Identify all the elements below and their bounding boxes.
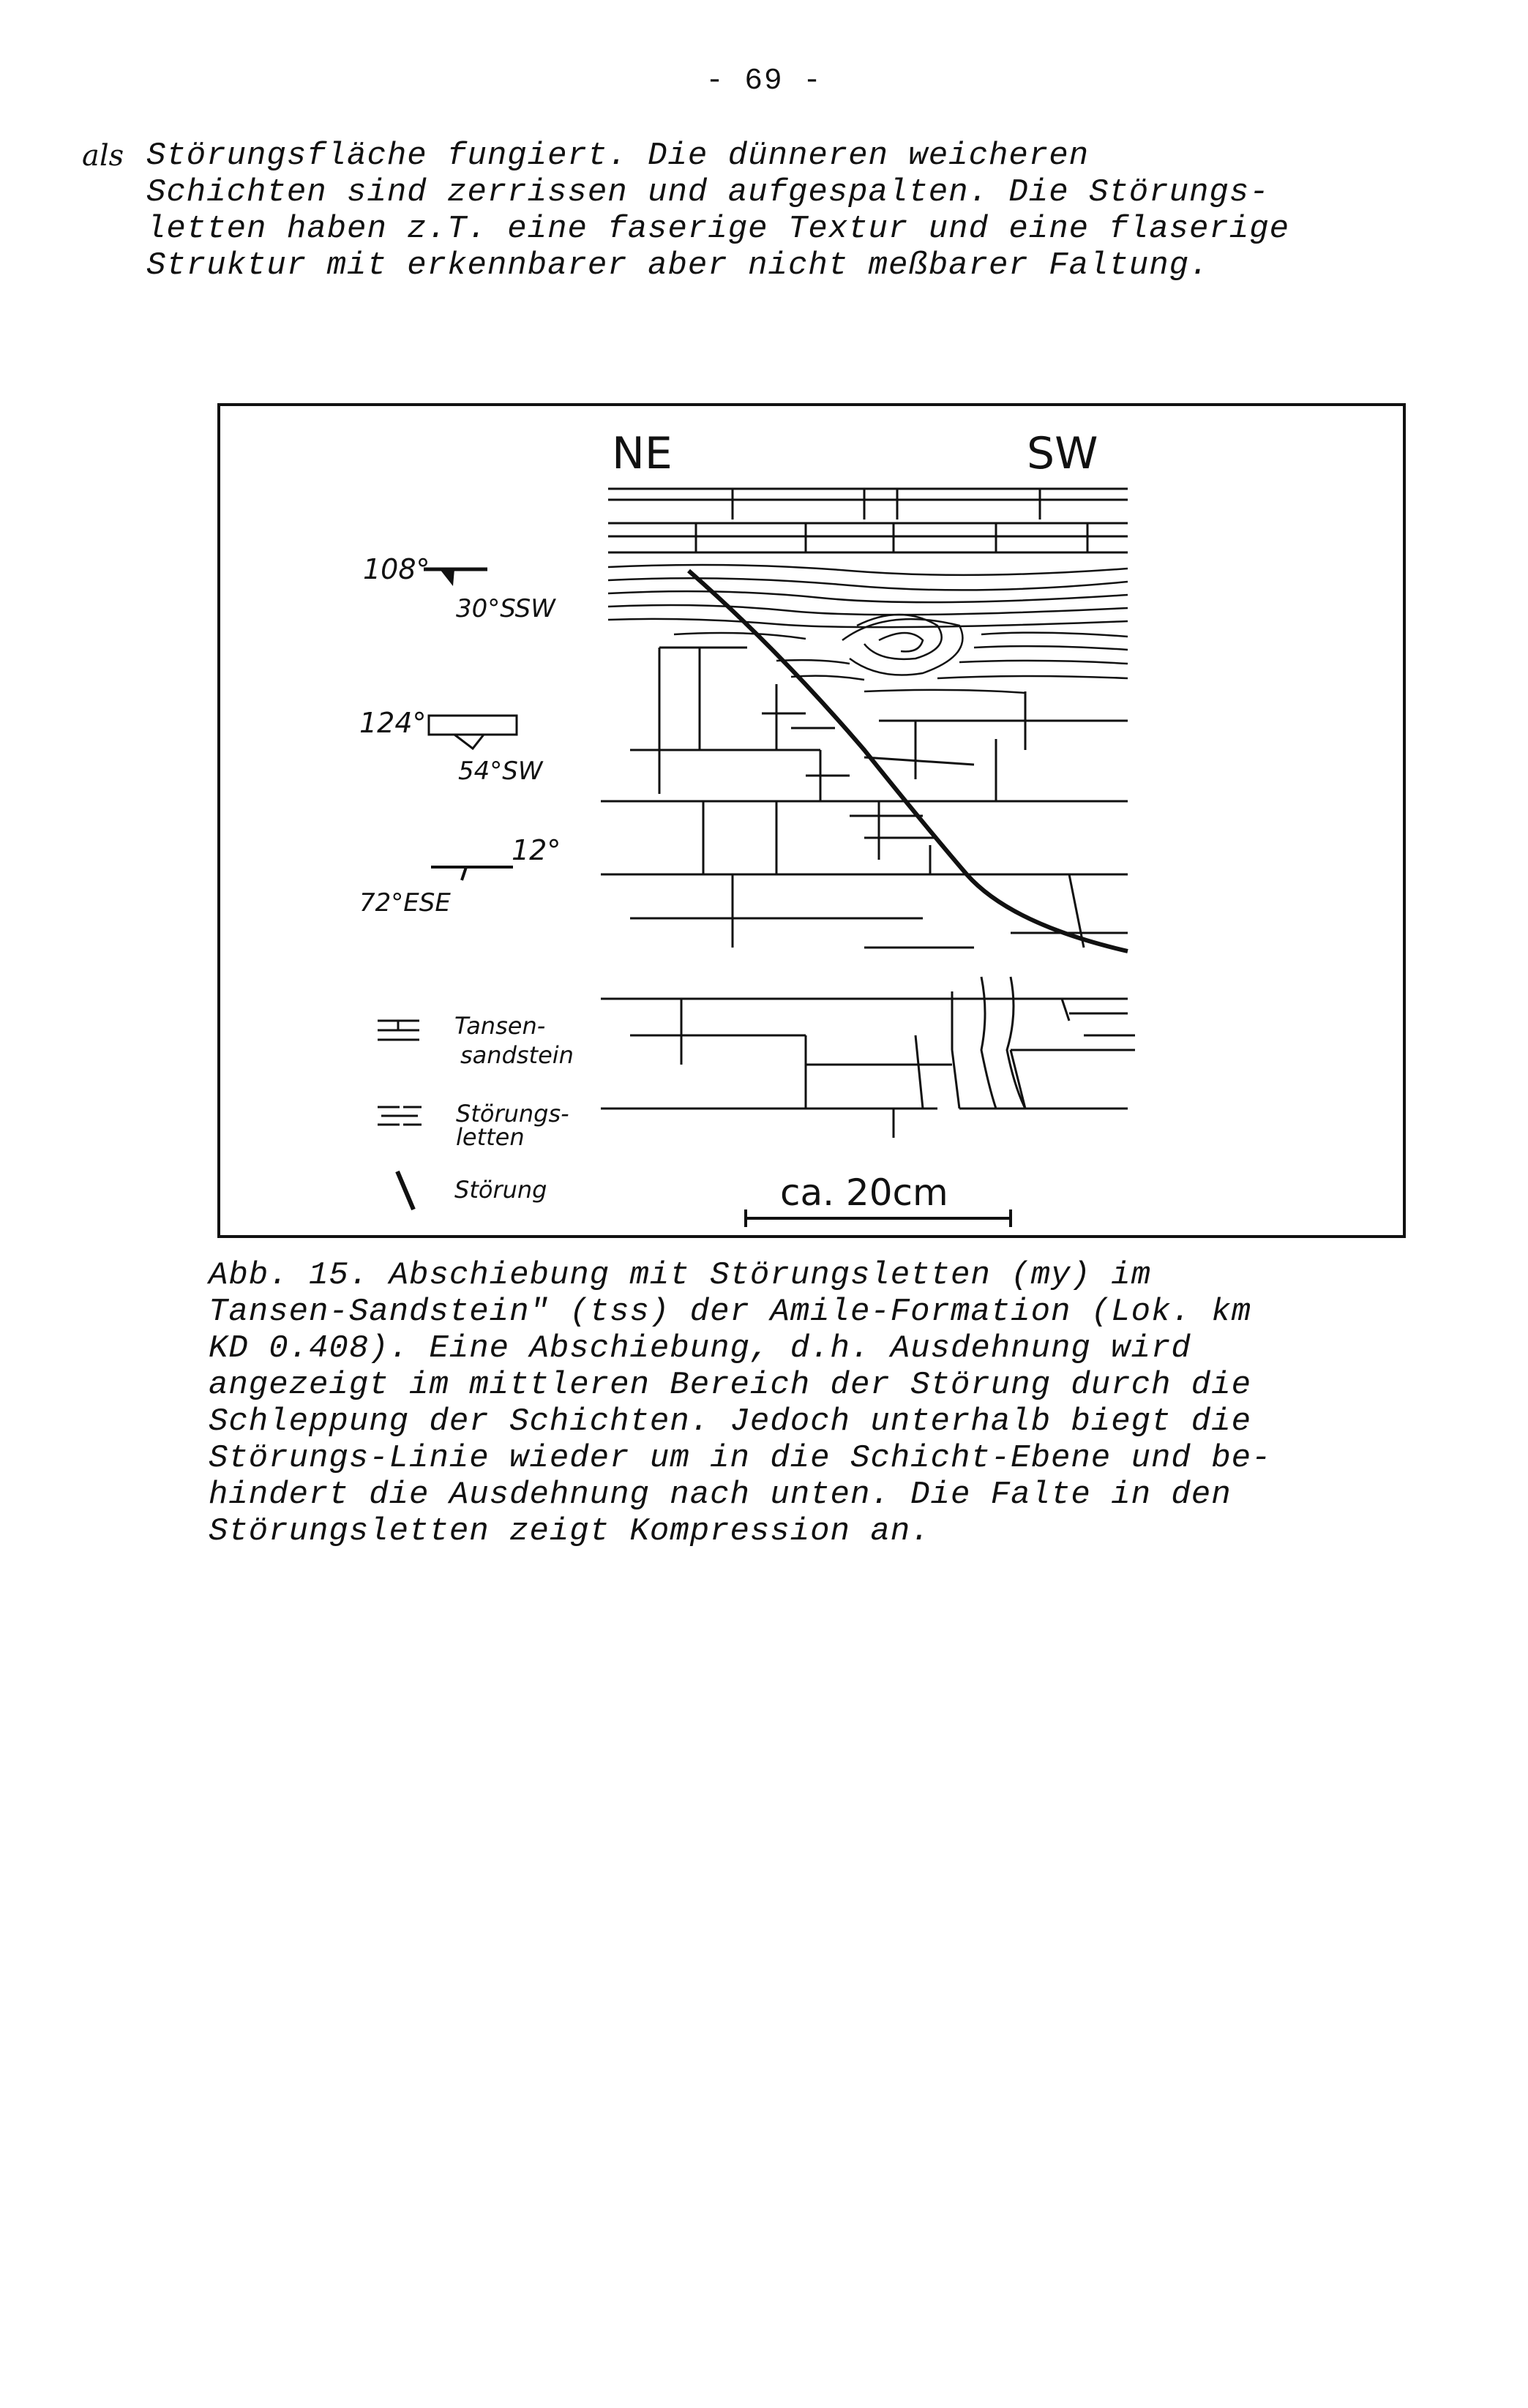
- legend-sandstone-label-2: sandstein: [460, 1041, 574, 1069]
- figure-15: [217, 403, 1406, 1238]
- legend-sandstone-icon: [378, 1021, 419, 1040]
- legend-fault-icon: [397, 1171, 413, 1209]
- legend-gouge-label-1: Störungs-: [456, 1100, 569, 1128]
- strike-124-label: 124°: [359, 707, 427, 739]
- direction-ne-label: NE: [612, 428, 673, 479]
- caption-line: KD 0.408). Eine Abschiebung, d.h. Ausdehnung wird: [209, 1330, 1191, 1367]
- direction-sw-label: SW: [1027, 428, 1098, 479]
- dip-tick-icon: [440, 569, 454, 586]
- legend-gouge-icon: [378, 1107, 422, 1125]
- dip-54-sw-label: 54°SW: [458, 757, 543, 786]
- dip-arrow-icon: [454, 735, 484, 749]
- fault-gouge-layers: [608, 565, 1128, 693]
- caption-line: Tansen-Sandstein" (tss) der Amile-Formation (Lok. km: [209, 1294, 1252, 1330]
- legend-gouge-label-2: letten: [456, 1123, 525, 1151]
- caption-line: angezeigt im mittleren Bereich der Störung durch die: [209, 1367, 1252, 1403]
- dip-tick-icon: [462, 867, 466, 880]
- orientation-symbol-1: [363, 553, 556, 623]
- intro-line: Schichten sind zerrissen und aufgespalten. Die Störungs-: [146, 174, 1270, 211]
- legend-fault-label: Störung: [454, 1176, 547, 1204]
- caption-line: Schleppung der Schichten. Jedoch unterhalb biegt die: [209, 1403, 1252, 1440]
- outcrop-sketch: [220, 406, 1403, 1235]
- legend-sandstone-label-1: Tansen-: [454, 1012, 546, 1040]
- sandstone-blocks: [601, 648, 1135, 1138]
- sandstone-beds: [608, 489, 1128, 552]
- plunge-symbol-icon: [429, 716, 517, 735]
- scale-bar: [746, 1171, 1011, 1227]
- dip-72-ese-label: 72°ESE: [359, 888, 451, 918]
- strike-12-label: 12°: [512, 834, 561, 866]
- page-number: - 69 -: [705, 64, 823, 98]
- caption-line: Störungs-Linie wieder um in die Schicht-Ebene und be-: [209, 1440, 1272, 1477]
- caption-line: Störungsletten zeigt Kompression an.: [209, 1513, 931, 1550]
- strike-108-label: 108°: [363, 553, 430, 585]
- orientation-symbol-2: [359, 707, 544, 786]
- caption-line: Abb. 15. Abschiebung mit Störungsletten (my) im: [209, 1257, 1152, 1294]
- intro-line: Störungsfläche fungiert. Die dünneren weicheren: [146, 138, 1090, 174]
- intro-paragraph: [82, 138, 1434, 284]
- dip-30-ssw-label: 30°SSW: [456, 594, 555, 623]
- handwritten-prefix: als: [82, 139, 124, 173]
- legend: [378, 1012, 574, 1209]
- figure-caption: [209, 1257, 1453, 1550]
- intro-line: Struktur mit erkennbarer aber nicht meßbarer Faltung.: [146, 247, 1210, 284]
- intro-line: letten haben z.T. eine faserige Textur und eine flaserige: [146, 211, 1290, 247]
- scale-label: ca. 20cm: [780, 1171, 948, 1214]
- caption-line: hindert die Ausdehnung nach unten. Die Falte in den: [209, 1477, 1232, 1513]
- orientation-symbol-3: [359, 834, 561, 918]
